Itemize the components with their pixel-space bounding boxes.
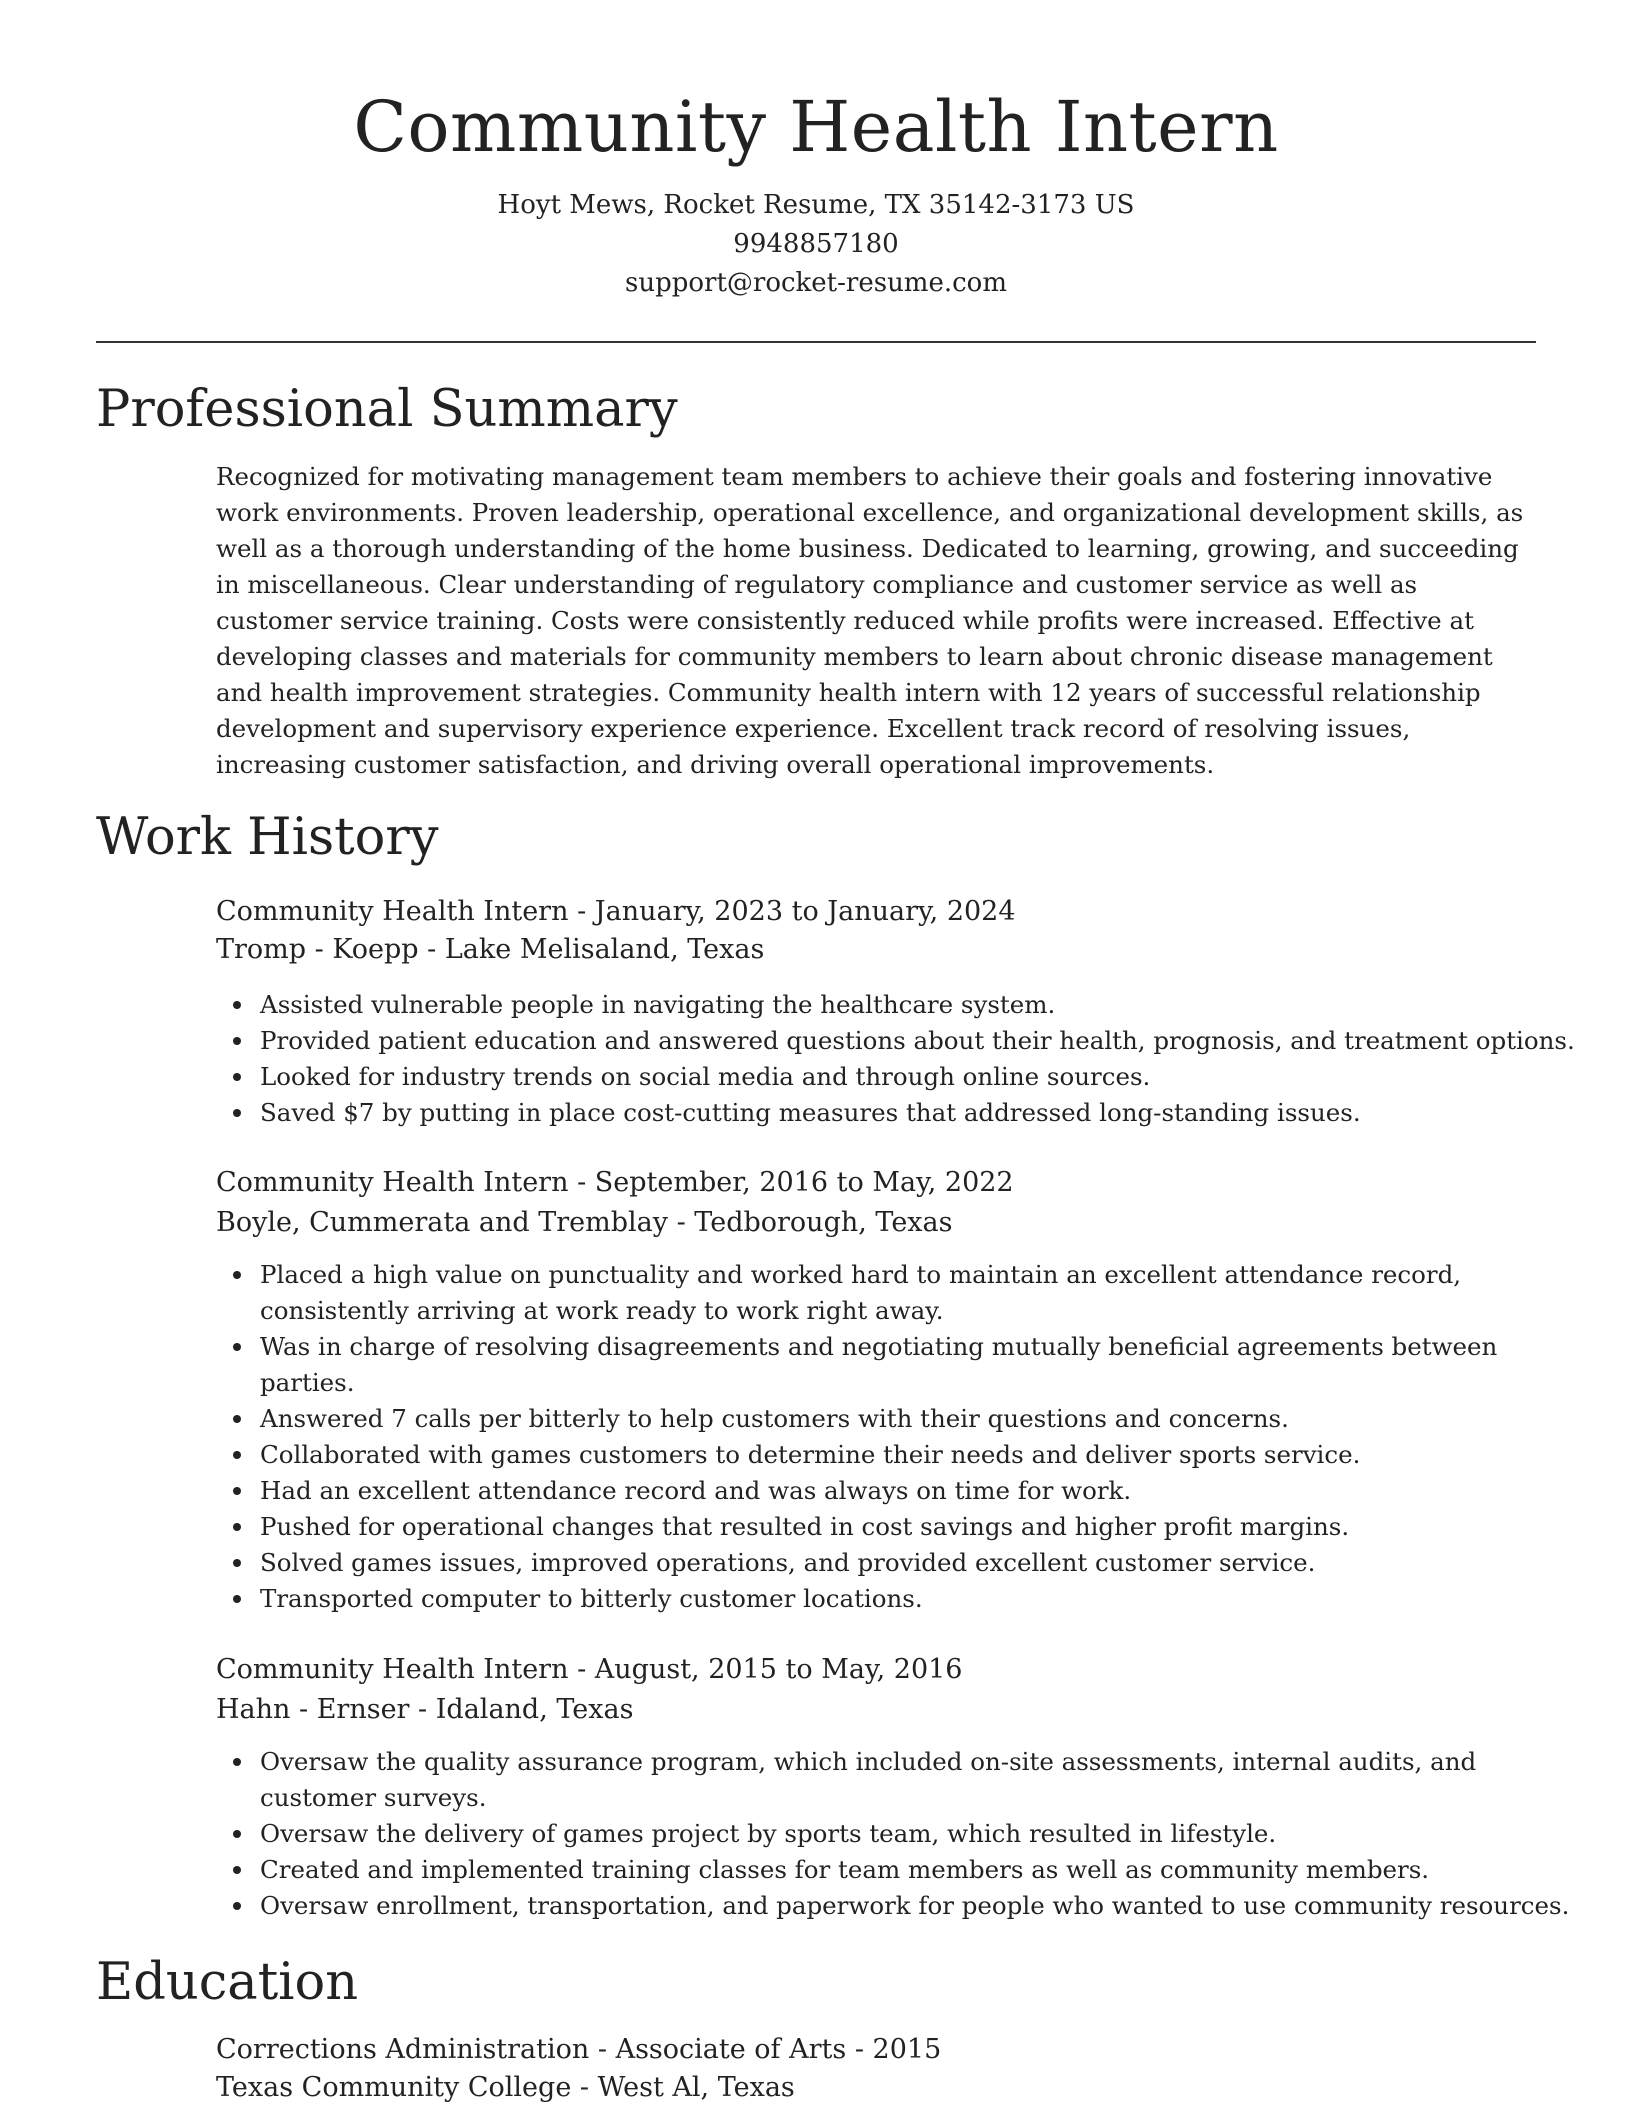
resume-name: Community Health Intern: [353, 86, 1279, 168]
job-company: Boyle, Cummerata and Tremblay: [216, 1207, 669, 1238]
job-bullets: [216, 1744, 1582, 1924]
list-item: Created and implemented training classes for team members as well as community members.: [260, 1852, 1582, 1888]
job-company: Tromp - Koepp: [216, 934, 419, 965]
job-location: - Lake Melisaland, Texas: [418, 934, 765, 965]
education-location: - West Al, Texas: [571, 2072, 795, 2103]
list-item: Answered 7 calls per bitterly to help customers with their questions and concerns.: [260, 1401, 1582, 1437]
list-item: Pushed for operational changes that resulted in cost savings and higher profit margins.: [260, 1509, 1582, 1545]
list-item: Assisted vulnerable people in navigating the healthcare system.: [260, 987, 1582, 1023]
resume-header: [96, 82, 1536, 303]
job-bullets: [216, 987, 1582, 1131]
list-item: Provided patient education and answered questions about their health, prognosis, and treatment options.: [260, 1023, 1582, 1059]
education-details: - Associate of Arts - 2015: [589, 2034, 942, 2065]
list-item: Oversaw the delivery of games project by sports team, which resulted in lifestyle.: [260, 1816, 1582, 1852]
education-school: Texas Community College: [216, 2072, 572, 2103]
list-item: Looked for industry trends on social media and through online sources.: [260, 1059, 1582, 1095]
job-dates: - January, 2023 to January, 2024: [568, 896, 1016, 927]
job-title-line: [216, 892, 1536, 932]
list-item: Oversaw the quality assurance program, which included on-site assessments, internal audits, and customer surveys.: [260, 1744, 1582, 1816]
section-title-summary: Professional Summary: [96, 380, 678, 439]
job-dates: - September, 2016 to May, 2022: [568, 1167, 1014, 1198]
job-company-line: [216, 1203, 1536, 1243]
job-location: - Idaland, Texas: [409, 1694, 634, 1725]
job-role: Community Health Intern: [216, 896, 569, 927]
list-item: Solved games issues, improved operations, and provided excellent customer service.: [260, 1545, 1582, 1581]
job-title-line: [216, 1163, 1536, 1203]
job-dates: - August, 2015 to May, 2016: [568, 1654, 963, 1685]
job-company: Hahn - Ernser: [216, 1694, 410, 1725]
header-divider: [96, 341, 1536, 343]
summary-text: Recognized for motivating management team members to achieve their goals and fostering innovative work environments. Proven leadership, operational excellence, and organizational development skills, as well as a thorough understanding of the home business. Dedicated to learning, growing, and succeeding in miscellaneous. Clear understanding of regulatory compliance and customer service as well as customer service training. Costs were consistently reduced while profits were increased. Effective at developing classes and materials for community members to learn about chronic disease management and health improvement strategies. Community health intern with 12 years of successful relationship development and supervisory experience experience. Excellent track record of resolving issues, increasing customer satisfaction, and driving overall operational improvements.: [216, 462, 1524, 779]
job-bullets: [216, 1257, 1582, 1617]
contact-phone: 9948857180: [733, 229, 899, 259]
job-company-line: [216, 1690, 1536, 1730]
section-title-work-history: Work History: [96, 808, 439, 867]
education-school-line: [216, 2068, 1536, 2108]
contact-info: [96, 186, 1536, 303]
job-title-line: [216, 1650, 1536, 1690]
list-item: Saved $7 by putting in place cost-cutting measures that addressed long-standing issues.: [260, 1095, 1582, 1131]
contact-address: Hoyt Mews, Rocket Resume, TX 35142-3173 US: [497, 190, 1135, 220]
list-item: Had an excellent attendance record and was always on time for work.: [260, 1473, 1582, 1509]
job-location: - Tedborough, Texas: [668, 1207, 953, 1238]
list-item: Placed a high value on punctuality and worked hard to maintain an excellent attendance record, consistently arriving at work ready to work right away.: [260, 1257, 1582, 1329]
education-degree-line: [216, 2030, 1536, 2070]
job-role: Community Health Intern: [216, 1654, 569, 1685]
contact-email: support@rocket-resume.com: [624, 268, 1007, 298]
list-item: Transported computer to bitterly customer locations.: [260, 1581, 1582, 1617]
section-title-education: Education: [96, 1953, 359, 2012]
job-role: Community Health Intern: [216, 1167, 569, 1198]
job-company-line: [216, 930, 1536, 970]
list-item: Was in charge of resolving disagreements and negotiating mutually beneficial agreements between parties.: [260, 1329, 1582, 1401]
list-item: Oversaw enrollment, transportation, and paperwork for people who wanted to use community resources.: [260, 1888, 1582, 1924]
education-degree: Corrections Administration: [216, 2034, 590, 2065]
list-item: Collaborated with games customers to determine their needs and deliver sports service.: [260, 1437, 1582, 1473]
